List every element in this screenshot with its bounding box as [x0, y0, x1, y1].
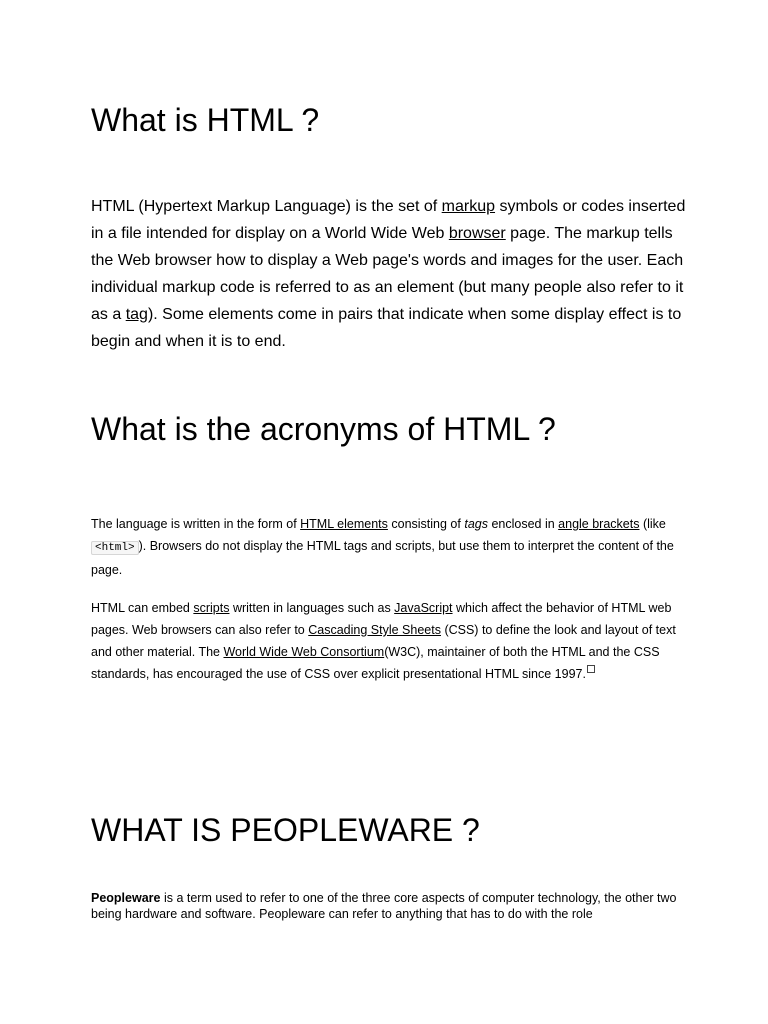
text-run: (like	[639, 517, 666, 531]
text-run: symbols or codes inserted in a file intended for display on a World Wide Web	[91, 198, 686, 242]
text-run: (CSS) to define the look and layout of text and other material. The	[91, 623, 676, 659]
link-cascading-style-sheets[interactable]: Cascading Style Sheets	[308, 623, 441, 637]
text-run: is a term used to refer to one of the three core aspects of computer technology, the other two being hardware and software. Peopleware can refer to anything that has to do with the role	[91, 891, 677, 921]
text-run: page. The markup tells the Web browser how to display a Web page's words and images for the user. Each individual markup code is referred to as an element (but many people also refer to it as a	[91, 225, 684, 323]
link-angle-brackets[interactable]: angle brackets	[558, 517, 640, 531]
paragraph-html-language	[91, 513, 691, 581]
reference-marker-icon[interactable]	[587, 665, 595, 673]
text-run: ). Some elements come in pairs that indicate when some display effect is to begin and when it is to end.	[91, 306, 682, 350]
text-run: (W3C), maintainer of both the HTML and the CSS standards, has encouraged the use of CSS over explicit presentational HTML since 1997.	[91, 645, 660, 681]
paragraph-html-definition	[91, 193, 691, 355]
link-browser[interactable]: browser	[448, 225, 506, 242]
text-run: ). Browsers do not display the HTML tags and scripts, but use them to interpret the content of the page.	[91, 539, 674, 577]
text-run: which affect the behavior of HTML web pages. Web browsers can also refer to	[91, 601, 672, 637]
link-javascript[interactable]: JavaScript	[394, 601, 453, 615]
text-run: The language is written in the form of	[91, 517, 301, 531]
link-world-wide-web-consortium[interactable]: World Wide Web Consortium	[223, 645, 385, 659]
link-tag[interactable]: tag	[125, 306, 148, 323]
heading-what-is-peopleware: WHAT IS PEOPLEWARE ?	[91, 812, 480, 848]
heading-acronyms-of-html: What is the acronyms of HTML ?	[91, 411, 556, 447]
text-run: consisting of	[387, 517, 465, 531]
paragraph-html-embed	[91, 597, 691, 685]
italic-tags: tags	[464, 517, 488, 531]
code-html-tag: <html>	[91, 541, 139, 555]
link-markup[interactable]: markup	[441, 198, 496, 215]
text-run: enclosed in	[487, 517, 559, 531]
link-html-elements[interactable]: HTML elements	[300, 517, 388, 531]
heading-what-is-html: What is HTML ?	[91, 102, 320, 138]
bold-peopleware: Peopleware	[91, 891, 161, 905]
text-run: HTML (Hypertext Markup Language) is the set of	[91, 198, 442, 215]
link-scripts[interactable]: scripts	[193, 601, 230, 615]
text-run: written in languages such as	[229, 601, 395, 615]
paragraph-peopleware	[91, 890, 691, 922]
text-run: HTML can embed	[91, 601, 194, 615]
